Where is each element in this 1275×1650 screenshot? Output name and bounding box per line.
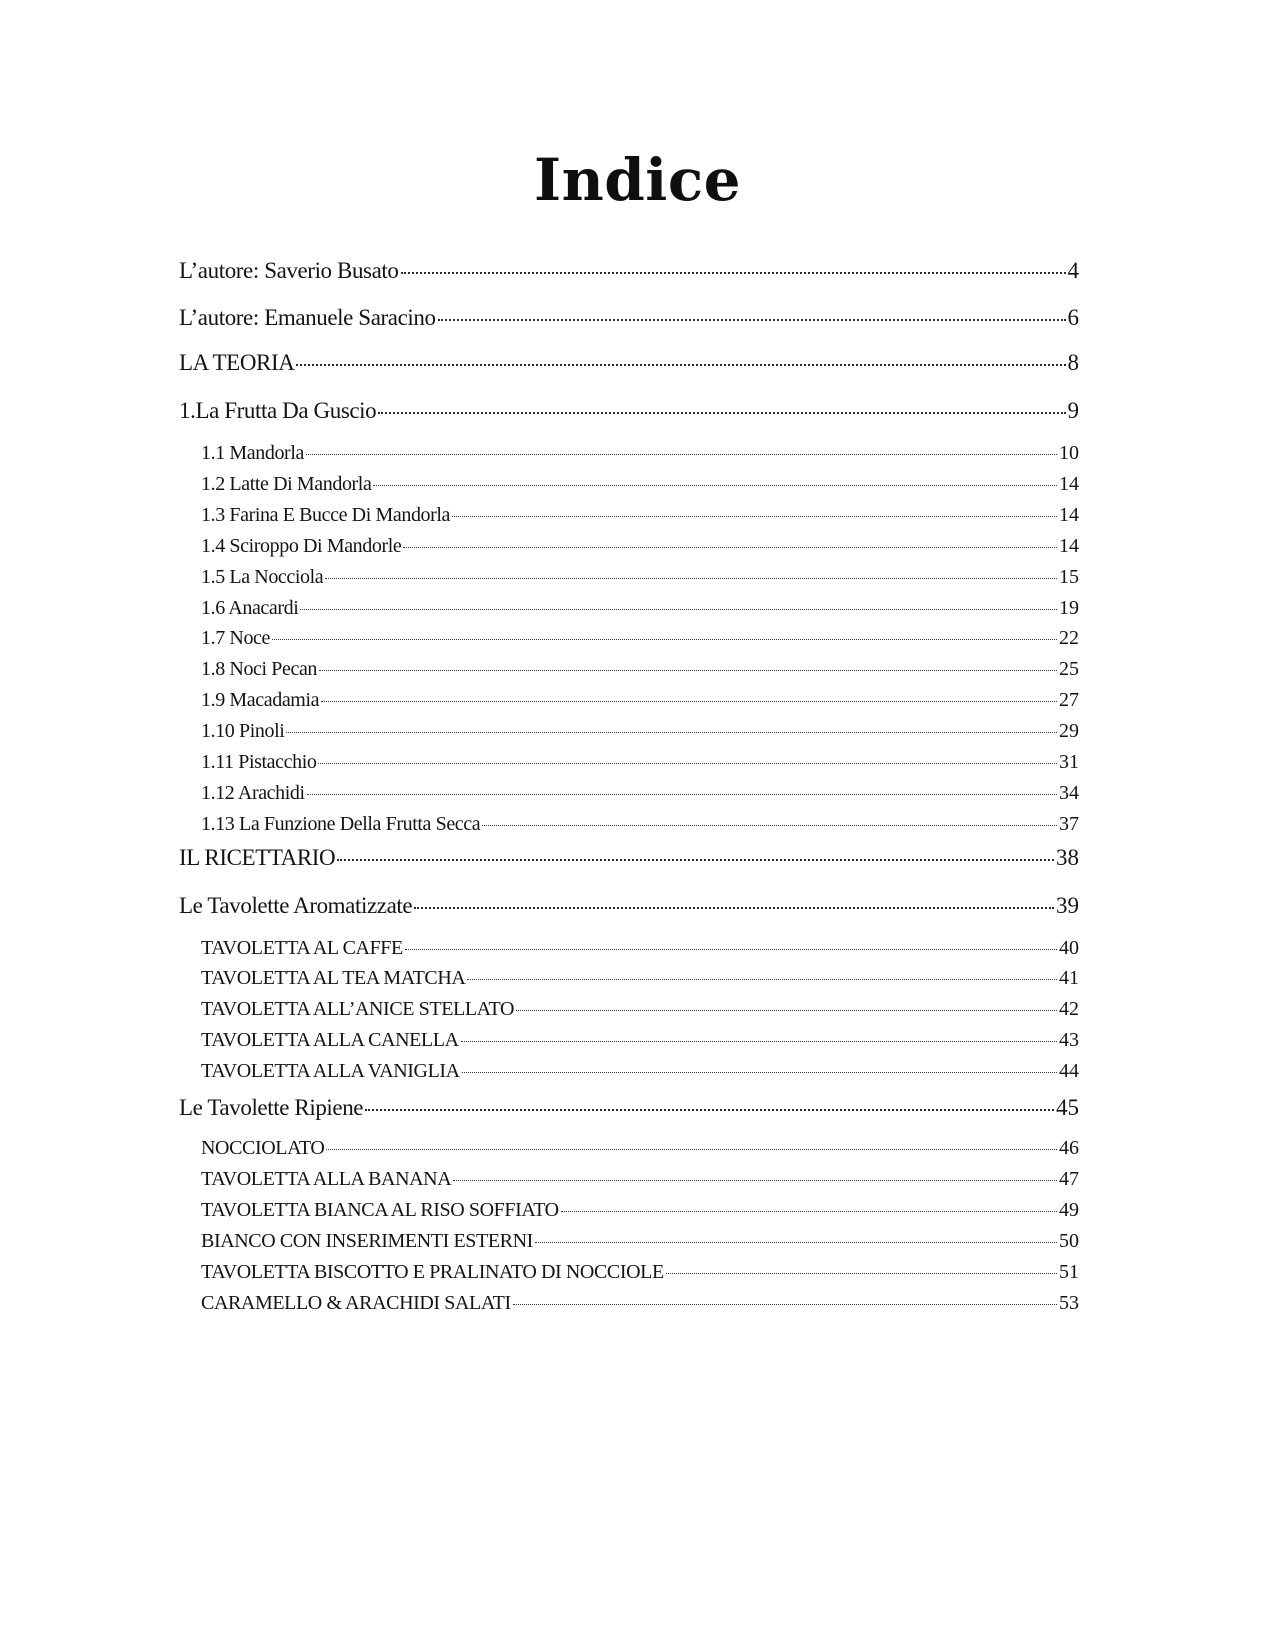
- toc-entry-page-number: 51: [1059, 1261, 1079, 1283]
- toc-entry-page-number: 42: [1059, 998, 1079, 1020]
- toc-entry-label: LA TEORIA: [179, 350, 295, 375]
- dot-leader: [300, 609, 1057, 610]
- toc-entry-page-number: 45: [1056, 1095, 1079, 1120]
- toc-entry-page-number: 14: [1059, 504, 1079, 526]
- dot-leader: [453, 1180, 1057, 1181]
- dot-leader: [462, 1072, 1057, 1073]
- toc-entry: [201, 751, 1079, 777]
- toc-entry-label: 1.3 Farina E Bucce Di Mandorla: [201, 504, 451, 526]
- dot-leader: [272, 639, 1057, 640]
- toc-entry: [201, 1261, 1079, 1287]
- toc-entry: [201, 566, 1079, 592]
- toc-entry-label: 1.5 La Nocciola: [201, 566, 324, 588]
- toc-entry: [201, 1060, 1079, 1086]
- toc-entry: [179, 305, 1079, 335]
- toc-entry-page-number: 41: [1059, 967, 1079, 989]
- toc-entry-page-number: 46: [1059, 1137, 1079, 1159]
- dot-leader: [325, 578, 1057, 579]
- page-title: Indice: [533, 146, 742, 214]
- toc-entry-page-number: 37: [1059, 813, 1079, 835]
- toc-entry-label: 1.7 Noce: [201, 627, 270, 649]
- toc-entry-page-number: 14: [1059, 473, 1079, 495]
- toc-entry-label: 1.2 Latte Di Mandorla: [201, 473, 372, 495]
- dot-leader: [326, 1149, 1057, 1150]
- dot-leader: [321, 701, 1057, 702]
- toc-entry-label: 1.10 Pinoli: [201, 720, 285, 742]
- toc-entry: [201, 689, 1079, 715]
- toc-entry-label: 1.4 Sciroppo Di Mandorle: [201, 535, 402, 557]
- toc-entry-page-number: 34: [1059, 782, 1079, 804]
- toc-entry: [201, 967, 1079, 993]
- toc-entry-page-number: 22: [1059, 627, 1079, 649]
- toc-entry-label: L’autore: Saverio Busato: [179, 258, 399, 283]
- toc-entry: [201, 1168, 1079, 1194]
- toc-entry-label: Le Tavolette Aromatizzate: [179, 893, 413, 918]
- toc-entry-label: 1.1 Mandorla: [201, 442, 304, 464]
- toc-entry-label: 1.8 Noci Pecan: [201, 658, 318, 680]
- dot-leader: [296, 364, 1065, 366]
- toc-entry-page-number: 44: [1059, 1060, 1079, 1082]
- toc-entry: [201, 627, 1079, 653]
- toc-entry: [201, 1137, 1079, 1163]
- toc-entry-page-number: 4: [1067, 258, 1079, 283]
- toc-entry-page-number: 19: [1059, 597, 1079, 619]
- toc-entry: [201, 1199, 1079, 1225]
- dot-leader: [513, 1304, 1057, 1305]
- toc-entry-page-number: 27: [1059, 689, 1079, 711]
- toc-entry: [201, 442, 1079, 468]
- toc-entry: [201, 720, 1079, 746]
- dot-leader: [286, 732, 1057, 733]
- toc-entry-page-number: 15: [1059, 566, 1079, 588]
- toc-entry-page-number: 43: [1059, 1029, 1079, 1051]
- toc-entry-page-number: 49: [1059, 1199, 1079, 1221]
- dot-leader: [401, 272, 1066, 274]
- dot-leader: [482, 825, 1057, 826]
- toc-entry-page-number: 8: [1067, 350, 1079, 375]
- toc-entry-page-number: 40: [1059, 937, 1079, 959]
- toc-entry-page-number: 14: [1059, 535, 1079, 557]
- toc-entry: [201, 1029, 1079, 1055]
- dot-leader: [378, 412, 1065, 414]
- toc-entry-label: 1.13 La Funzione Della Frutta Secca: [201, 813, 481, 835]
- toc-entry-page-number: 31: [1059, 751, 1079, 773]
- toc-entry: [201, 1230, 1079, 1256]
- toc-entry-page-number: 10: [1059, 442, 1079, 464]
- toc-entry-label: TAVOLETTA ALLA CANELLA: [201, 1029, 459, 1051]
- toc-entry-label: 1.6 Anacardi: [201, 597, 299, 619]
- toc-entry-label: BIANCO CON INSERIMENTI ESTERNI: [201, 1230, 533, 1252]
- dot-leader: [516, 1010, 1057, 1011]
- dot-leader: [561, 1211, 1057, 1212]
- dot-leader: [467, 979, 1057, 980]
- toc-entry-page-number: 47: [1059, 1168, 1079, 1190]
- toc-entry-label: TAVOLETTA AL CAFFE: [201, 937, 403, 959]
- dot-leader: [438, 319, 1066, 321]
- toc-entry: [201, 813, 1079, 839]
- toc-entry-page-number: 25: [1059, 658, 1079, 680]
- dot-leader: [666, 1273, 1057, 1274]
- toc-entry-page-number: 39: [1056, 893, 1079, 918]
- dot-leader: [318, 763, 1057, 764]
- toc-entry: [201, 998, 1079, 1024]
- toc-entry-label: IL RICETTARIO: [179, 845, 336, 870]
- dot-leader: [461, 1041, 1057, 1042]
- toc-entry-label: TAVOLETTA ALLA VANIGLIA: [201, 1060, 460, 1082]
- toc-entry-label: 1.9 Macadamia: [201, 689, 320, 711]
- toc-entry: [179, 1095, 1079, 1125]
- toc-entry: [201, 597, 1079, 623]
- dot-leader: [319, 670, 1057, 671]
- toc-entry-label: TAVOLETTA BISCOTTO E PRALINATO DI NOCCIOLE: [201, 1261, 664, 1283]
- dot-leader: [365, 1109, 1054, 1111]
- dot-leader: [535, 1242, 1057, 1243]
- dot-leader: [306, 454, 1057, 455]
- toc-entry: [201, 473, 1079, 499]
- dot-leader: [405, 949, 1057, 950]
- toc-entry: [179, 398, 1079, 428]
- toc-entry-page-number: 9: [1067, 398, 1079, 423]
- toc-entry-label: CARAMELLO & ARACHIDI SALATI: [201, 1292, 511, 1314]
- toc-entry-page-number: 38: [1056, 845, 1079, 870]
- toc-entry-label: TAVOLETTA ALLA BANANA: [201, 1168, 452, 1190]
- toc-entry-label: NOCCIOLATO: [201, 1137, 325, 1159]
- toc-entry: [201, 782, 1079, 808]
- dot-leader: [373, 485, 1057, 486]
- toc-entry: [201, 937, 1079, 963]
- toc-entry: [179, 845, 1079, 875]
- toc-entry-page-number: 50: [1059, 1230, 1079, 1252]
- toc-entry: [201, 1292, 1079, 1318]
- toc-entry-label: 1.La Frutta Da Guscio: [179, 398, 377, 423]
- toc-entry-label: TAVOLETTA BIANCA AL RISO SOFFIATO: [201, 1199, 559, 1221]
- dot-leader: [307, 794, 1057, 795]
- toc-entry: [179, 893, 1079, 923]
- toc-entry-label: 1.11 Pistacchio: [201, 751, 317, 773]
- toc-entry-label: TAVOLETTA AL TEA MATCHA: [201, 967, 466, 989]
- toc-entry-page-number: 6: [1067, 305, 1079, 330]
- dot-leader: [452, 516, 1057, 517]
- toc-entry: [201, 504, 1079, 530]
- toc-entry: [179, 350, 1079, 380]
- dot-leader: [337, 859, 1054, 861]
- dot-leader: [414, 907, 1054, 909]
- toc-entry: [201, 535, 1079, 561]
- toc-entry-label: 1.12 Arachidi: [201, 782, 305, 804]
- toc-entry-page-number: 29: [1059, 720, 1079, 742]
- toc-entry: [201, 658, 1079, 684]
- toc-entry: [179, 258, 1079, 288]
- toc-entry-label: Le Tavolette Ripiene: [179, 1095, 364, 1120]
- toc-entry-label: TAVOLETTA ALL’ANICE STELLATO: [201, 998, 514, 1020]
- dot-leader: [403, 547, 1057, 548]
- toc-entry-page-number: 53: [1059, 1292, 1079, 1314]
- toc-entry-label: L’autore: Emanuele Saracino: [179, 305, 436, 330]
